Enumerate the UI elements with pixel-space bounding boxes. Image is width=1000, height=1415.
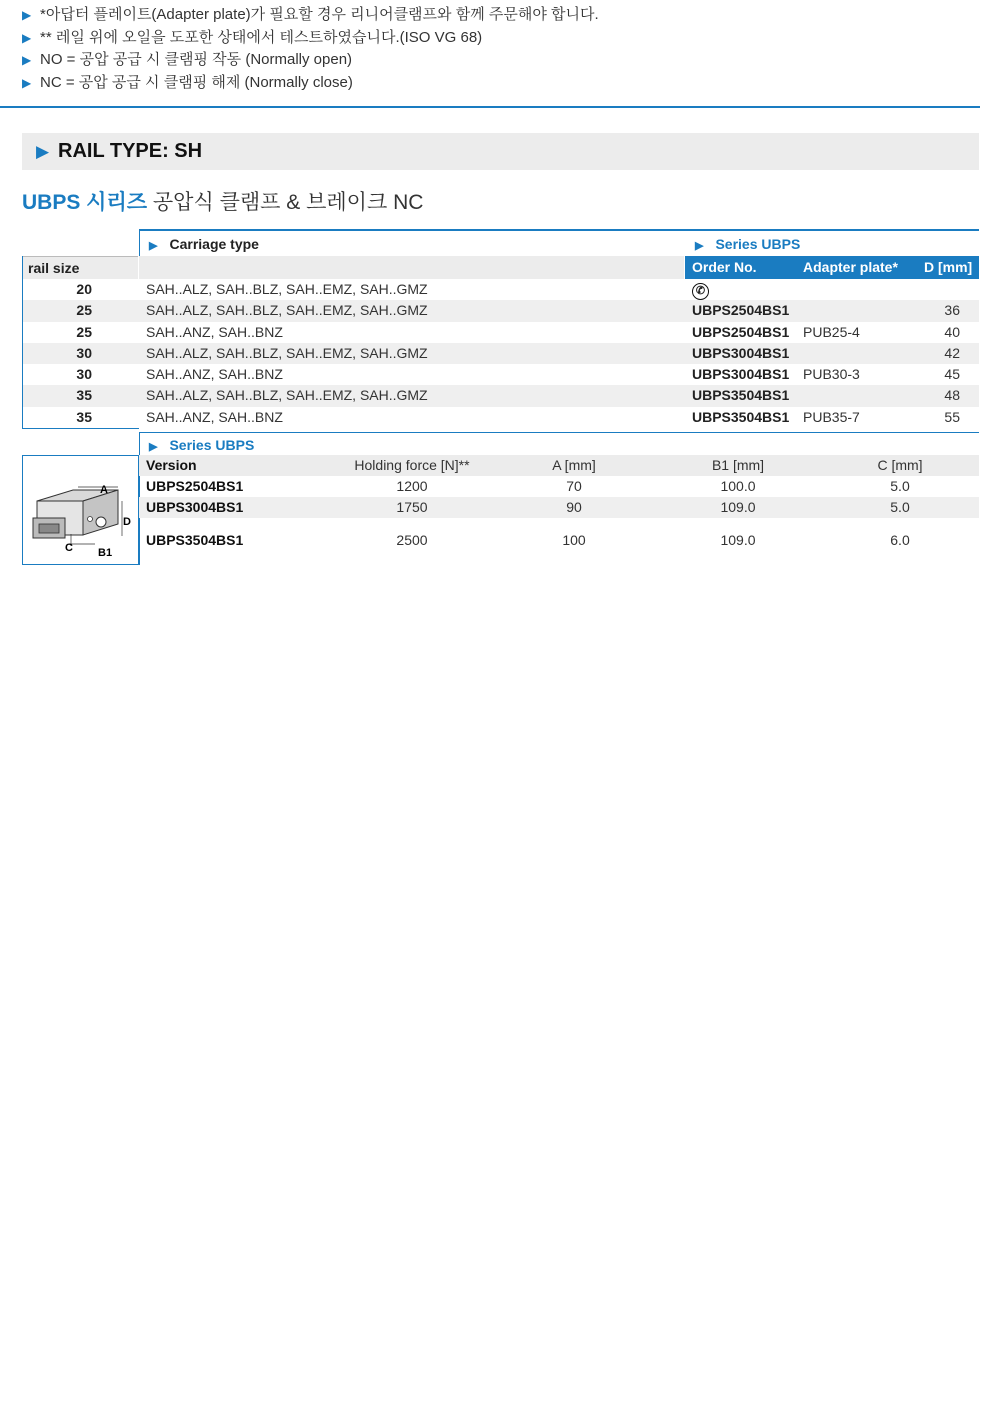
- order-table-body: [22, 279, 979, 428]
- a-cell: 100: [562, 532, 586, 548]
- carriage-cell: SAH..ANZ, SAH..BNZ: [146, 366, 283, 383]
- dimension-label-b1: B1: [98, 547, 113, 559]
- spec-series-label: Series UBPS: [169, 437, 255, 453]
- rail-size-cell: 30: [76, 344, 92, 361]
- triangle-icon: ▶: [149, 441, 158, 453]
- carriage-type-label: Carriage type: [169, 236, 259, 252]
- holding-force-cell: 1750: [396, 499, 428, 515]
- c-cell: 5.0: [890, 478, 910, 494]
- phone-icon: ✆: [692, 283, 709, 300]
- divider: [0, 106, 980, 108]
- table-left-border: [22, 256, 23, 428]
- table-row: [22, 343, 979, 364]
- carriage-cell: SAH..ALZ, SAH..BLZ, SAH..EMZ, SAH..GMZ: [146, 302, 428, 319]
- b1-cell: 109.0: [720, 532, 756, 548]
- spec-table-body: [139, 476, 979, 551]
- note-text: NO = 공압 공급 시 클램핑 작동 (Normally open): [40, 51, 353, 68]
- adapter-cell: PUB35-7: [803, 408, 860, 425]
- triangle-bullet-icon: ▶: [22, 30, 32, 45]
- table-inner-border: [139, 229, 140, 256]
- rail-size-cell: 35: [76, 387, 92, 404]
- b1-header: B1 [mm]: [711, 457, 765, 473]
- series-label: Series UBPS: [715, 236, 801, 252]
- rail-size-header: rail size: [22, 256, 138, 279]
- d-cell: 48: [944, 387, 960, 404]
- triangle-icon: ▶: [149, 240, 158, 252]
- version-cell: UBPS2504BS1: [146, 478, 244, 494]
- holding-force-cell: 1200: [396, 478, 428, 494]
- note-text: NC = 공압 공급 시 클램핑 해제 (Normally close): [40, 73, 353, 91]
- holding-force-cell: 2500: [396, 532, 428, 548]
- series-header: [695, 236, 800, 252]
- triangle-bullet-icon: ▶: [22, 75, 32, 90]
- series-title: [22, 186, 423, 216]
- a-cell: 70: [566, 478, 582, 494]
- port-circle: [96, 517, 106, 527]
- carriage-cell: SAH..ALZ, SAH..BLZ, SAH..EMZ, SAH..GMZ: [146, 281, 428, 297]
- order-cell: UBPS2504BS1: [692, 302, 790, 319]
- note-item: [22, 72, 599, 95]
- c-cell: 5.0: [890, 499, 910, 515]
- order-no-header: Order No.: [692, 259, 757, 275]
- rail-size-cell: 35: [76, 408, 92, 425]
- triangle-icon: ▶: [695, 240, 704, 252]
- spec-series-header: [139, 433, 979, 455]
- b1-cell: 109.0: [720, 499, 756, 515]
- triangle-bullet-icon: ▶: [22, 53, 32, 67]
- version-cell: UBPS3004BS1: [146, 499, 244, 515]
- carriage-cell: SAH..ALZ, SAH..BLZ, SAH..EMZ, SAH..GMZ: [146, 344, 428, 361]
- dimension-label-a: A: [100, 484, 108, 496]
- clamp-diagram: [22, 455, 139, 565]
- triangle-bullet-icon: ▶: [22, 8, 32, 22]
- rail-type-bar: [22, 133, 979, 170]
- rail-type-heading: RAIL TYPE: SH: [58, 140, 203, 162]
- header-band: [139, 256, 684, 279]
- carriage-cell: SAH..ANZ, SAH..BNZ: [146, 323, 283, 340]
- spec-table: [139, 433, 979, 551]
- note-item: [22, 49, 599, 72]
- d-cell: 36: [944, 302, 960, 319]
- note-item: [22, 4, 599, 27]
- version-cell: UBPS3504BS1: [146, 532, 244, 548]
- order-cell: UBPS3504BS1: [692, 387, 790, 404]
- b1-cell: 100.0: [720, 478, 756, 494]
- d-header: D [mm]: [924, 259, 973, 275]
- d-cell: 42: [944, 344, 960, 361]
- carriage-type-header: [149, 236, 259, 252]
- adapter-cell: PUB25-4: [803, 323, 860, 340]
- table-row: [22, 407, 979, 428]
- table-row: [22, 300, 979, 321]
- note-item: [22, 27, 599, 50]
- series-title-highlight: UBPS 시리즈: [22, 191, 148, 214]
- order-table-top-header: [139, 229, 979, 256]
- table-row: [22, 279, 979, 300]
- a-header: A [mm]: [552, 457, 596, 473]
- order-cell: UBPS3504BS1: [692, 408, 790, 425]
- rail-slot: [39, 524, 59, 533]
- d-cell: 55: [944, 408, 960, 425]
- order-cell: UBPS3004BS1: [692, 366, 790, 383]
- rail-size-cell: 25: [76, 302, 92, 319]
- note-text: *아답터 플레이트(Adapter plate)가 필요할 경우 리니어클램프와 함께 주문해야 합니다.: [40, 6, 599, 23]
- rail-size-cell: 20: [76, 281, 92, 297]
- note-text: ** 레일 위에 오일을 도포한 상태에서 테스트하였습니다.(ISO VG 68): [40, 28, 483, 46]
- triangle-icon: ▶: [36, 141, 50, 161]
- order-cell: [692, 279, 709, 300]
- a-cell: 90: [566, 499, 582, 515]
- order-table: [22, 229, 979, 429]
- table-row: [22, 322, 979, 343]
- d-cell: 40: [944, 323, 960, 340]
- carriage-cell: SAH..ANZ, SAH..BNZ: [146, 408, 283, 425]
- notes: [22, 4, 599, 94]
- adapter-cell: PUB30-3: [803, 366, 860, 383]
- version-header: Version: [146, 457, 197, 473]
- holding-force-header: Holding force [N]**: [354, 457, 470, 473]
- divider: [22, 428, 139, 429]
- spec-table-header: [139, 455, 979, 476]
- order-cell: UBPS3004BS1: [692, 344, 790, 361]
- c-header: C [mm]: [877, 457, 923, 473]
- table-row: [22, 364, 979, 385]
- table-row: [139, 530, 979, 551]
- carriage-cell: SAH..ALZ, SAH..BLZ, SAH..EMZ, SAH..GMZ: [146, 387, 428, 404]
- c-cell: 6.0: [890, 532, 910, 548]
- series-title-rest: 공압식 클램프 & 브레이크 NC: [147, 191, 424, 214]
- rail-size-cell: 25: [76, 323, 92, 340]
- order-table-column-header: [22, 256, 979, 279]
- adapter-header: Adapter plate*: [803, 259, 898, 275]
- blue-header: [685, 256, 979, 279]
- clamp-drawing: [23, 456, 138, 564]
- rail-size-cell: 30: [76, 366, 92, 383]
- d-cell: 45: [944, 366, 960, 383]
- table-row: [22, 385, 979, 406]
- table-row: [139, 497, 979, 518]
- port-circle: [88, 517, 93, 522]
- order-cell: UBPS2504BS1: [692, 323, 790, 340]
- dimension-label-d: D: [123, 516, 131, 528]
- dimension-label-c: C: [65, 542, 73, 554]
- table-row: [139, 476, 979, 497]
